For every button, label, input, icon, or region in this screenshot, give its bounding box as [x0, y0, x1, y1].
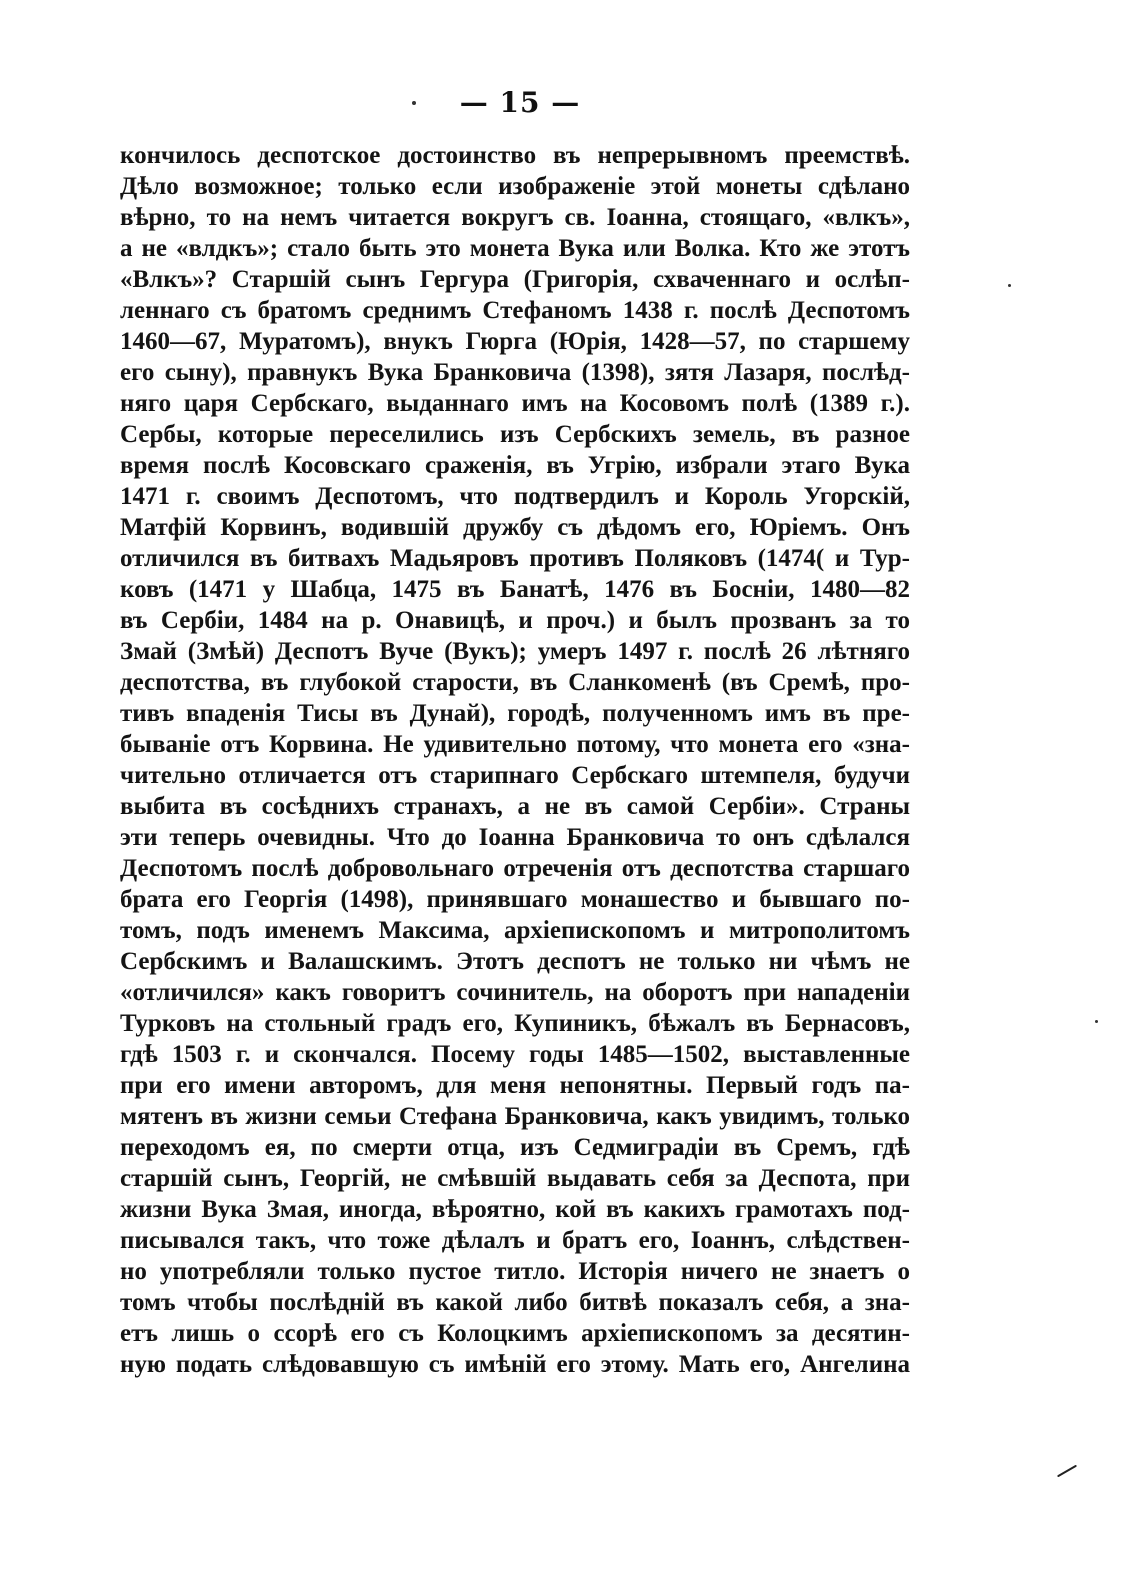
text-line: Сербскимъ и Валашскимъ. Этотъ деспотъ не только ни чѣмъ не — [120, 948, 910, 975]
text-line: но употребляли только пустое титло. Исторія ничего не знаетъ о — [120, 1258, 910, 1285]
text-line: няго царя Сербскаго, выданнаго имъ на Косовомъ полѣ (1389 г.). — [120, 390, 910, 417]
body-text — [120, 140, 910, 1380]
scan-speck — [1008, 284, 1011, 287]
text-line: а не «влдкъ»; стало быть это монета Вука или Волка. Кто же этотъ — [120, 235, 910, 262]
text-line: брата его Георгія (1498), принявшаго монашество и бывшаго по- — [120, 886, 910, 913]
text-line: жизни Вука Змая, иногда, вѣроятно, кой въ какихъ грамотахъ под- — [120, 1196, 910, 1223]
text-line: томъ, подъ именемъ Максима, архіепископомъ и митрополитомъ — [120, 917, 910, 944]
text-line: леннаго съ братомъ среднимъ Стефаномъ 1438 г. послѣ Деспотомъ — [120, 297, 910, 324]
text-line: Турковъ на стольный градъ его, Купиникъ, бѣжалъ въ Бернасовъ, — [120, 1010, 910, 1037]
text-line: эти теперь очевидны. Что до Іоанна Бранковича то онъ сдѣлался — [120, 824, 910, 851]
text-line: гдѣ 1503 г. и скончался. Посему годы 1485—1502, выставленные — [120, 1041, 910, 1068]
text-line: 1460—67, Муратомъ), внукъ Гюрга (Юрія, 1428—57, по старшему — [120, 328, 910, 355]
text-line: деспотства, въ глубокой старости, въ Сланкоменѣ (въ Сремѣ, про- — [120, 669, 910, 696]
text-line: выбита въ сосѣднихъ странахъ, а не въ самой Сербіи». Страны — [120, 793, 910, 820]
text-line: при его имени авторомъ, для меня непонятны. Первый годъ па- — [120, 1072, 910, 1099]
text-line: кончилось деспотское достоинство въ непрерывномъ преемствѣ. — [120, 142, 910, 169]
text-line: чительно отличается отъ старипнаго Сербскаго штемпеля, будучи — [120, 762, 910, 789]
text-line: Деспотомъ послѣ добровольнаго отреченія отъ деспотства старшаго — [120, 855, 910, 882]
text-line: 1471 г. своимъ Деспотомъ, что подтвердилъ и Король Угорскій, — [120, 483, 910, 510]
text-line: томъ чтобы послѣдній въ какой либо битвѣ показалъ себя, а зна- — [120, 1289, 910, 1316]
text-line: Змай (Змѣй) Деспотъ Вуче (Вукъ); умеръ 1497 г. послѣ 26 лѣтняго — [120, 638, 910, 665]
text-line: старшій сынъ, Георгій, не смѣвшій выдавать себя за Деспота, при — [120, 1165, 910, 1192]
scan-speck — [412, 101, 416, 105]
text-line: Сербы, которые переселились изъ Сербскихъ земель, въ разное — [120, 421, 910, 448]
text-line: его сыну), правнукъ Вука Бранковича (1398), зятя Лазаря, послѣд- — [120, 359, 910, 386]
text-line: отличился въ битвахъ Мадьяровъ противъ Поляковъ (1474( и Тур- — [120, 545, 910, 572]
page-number: — 15 — — [459, 86, 581, 119]
text-line: бываніе отъ Корвина. Не удивительно потому, что монета его «зна- — [120, 731, 910, 758]
text-line: етъ лишь о ссорѣ его съ Колоцкимъ архіепископомъ за десятин- — [120, 1320, 910, 1347]
text-line: ковъ (1471 у Шабца, 1475 въ Банатѣ, 1476 въ Босніи, 1480—82 — [120, 576, 910, 603]
scan-speck — [1095, 1020, 1098, 1023]
text-line: Дѣло возможное; только если изображеніе этой монеты сдѣлано — [120, 173, 910, 200]
text-line: время послѣ Косовскаго сраженія, въ Угрію, избрали этаго Вука — [120, 452, 910, 479]
text-line: писывался такъ, что тоже дѣлалъ и братъ его, Іоаннъ, слѣдствен- — [120, 1227, 910, 1254]
text-line: мятенъ въ жизни семьи Стефана Бранковича, какъ увидимъ, только — [120, 1103, 910, 1130]
text-line: въ Сербіи, 1484 на р. Онавицѣ, и проч.) и былъ прозванъ за то — [120, 607, 910, 634]
text-line: «отличился» какъ говоритъ сочинитель, на оборотъ при нападеніи — [120, 979, 910, 1006]
text-line: «Влкъ»? Старшій сынъ Гергура (Григорія, схваченнаго и ослѣп- — [120, 266, 910, 293]
text-line: переходомъ ея, по смерти отца, изъ Седмиградіи въ Сремъ, гдѣ — [120, 1134, 910, 1161]
text-line: тивъ впаденія Тисы въ Дунай), городѣ, полученномъ имъ въ пре- — [120, 700, 910, 727]
text-line: Матфій Корвинъ, водившій дружбу съ дѣдомъ его, Юріемъ. Онъ — [120, 514, 910, 541]
text-line: вѣрно, то на немъ читается вокругъ св. Іоанна, стоящаго, «влкъ», — [120, 204, 910, 231]
margin-mark — [1057, 1465, 1077, 1478]
text-line: ную подать слѣдовавшую съ имѣній его этому. Мать его, Ангелина — [120, 1351, 910, 1378]
